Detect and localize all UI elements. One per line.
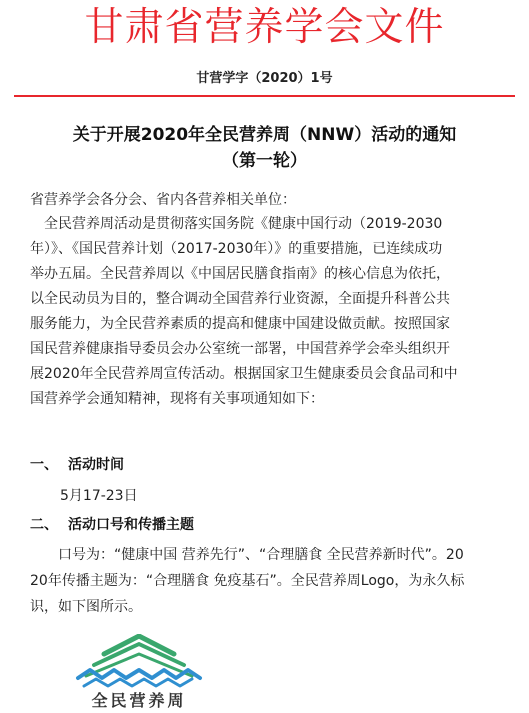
section-number: 一、: [30, 457, 58, 473]
paragraph-line: 口号为：“健康中国 营养先行”、“合理膳食 全民营养新时代”。20: [58, 547, 464, 563]
paragraph-slogan: [30, 542, 500, 620]
paragraph-intro: [30, 212, 500, 412]
logo-text: 全民营养周: [91, 691, 187, 710]
section-heading-activity-time: [30, 454, 124, 474]
notice-title-line-1: 关于开展2020年全民营养周（NNW）活动的通知: [72, 125, 457, 145]
paragraph-line: 国民营养健康指导委员会办公室统一部署，中国营养学会牵头组织开: [30, 341, 450, 357]
paragraph-line: 服务能力，为全民营养素质的提高和健康中国建设做贡献。按照国家: [30, 316, 450, 332]
paragraph-line: 20年传播主题为：“合理膳食 免疫基石”。全民营养周Logo，为永久标: [30, 573, 465, 589]
section-title: 活动口号和传播主题: [68, 517, 194, 533]
header-red-divider: [14, 95, 515, 97]
section-heading-slogan-theme: [30, 514, 194, 534]
paragraph-line: 国营养学会通知精神，现将有关事项通知如下：: [30, 391, 324, 407]
paragraph-line: 全民营养周活动是贯彻落实国务院《健康中国行动（2019-2030: [44, 216, 443, 232]
section-title: 活动时间: [68, 457, 124, 473]
paragraph-line: 识，如下图所示。: [30, 599, 142, 615]
document-number: 甘营学字（2020）1号: [196, 71, 333, 86]
paragraph-line: 展2020年全民营养周宣传活动。根据国家卫生健康委员会食品司和中: [30, 366, 458, 382]
paragraph-line: 以全民动员为目的，整合调动全国营养行业资源，全面提升科普公共: [30, 291, 450, 307]
section-number: 二、: [30, 517, 58, 533]
paragraph-line: 年）》、《国民营养计划（2017-2030年）》的重要措施，已连续成功: [30, 241, 443, 257]
notice-title-line-2: （第一轮）: [222, 151, 307, 171]
activity-date: 5月17-23日: [60, 488, 138, 504]
document-header-title: 甘肃省营养学会文件: [84, 5, 445, 50]
salutation: 省营养学会各分会、省内各营养相关单位：: [30, 192, 296, 208]
paragraph-line: 举办五届。全民营养周以《中国居民膳食指南》的核心信息为依托，: [30, 266, 450, 282]
notice-title: [0, 122, 529, 174]
